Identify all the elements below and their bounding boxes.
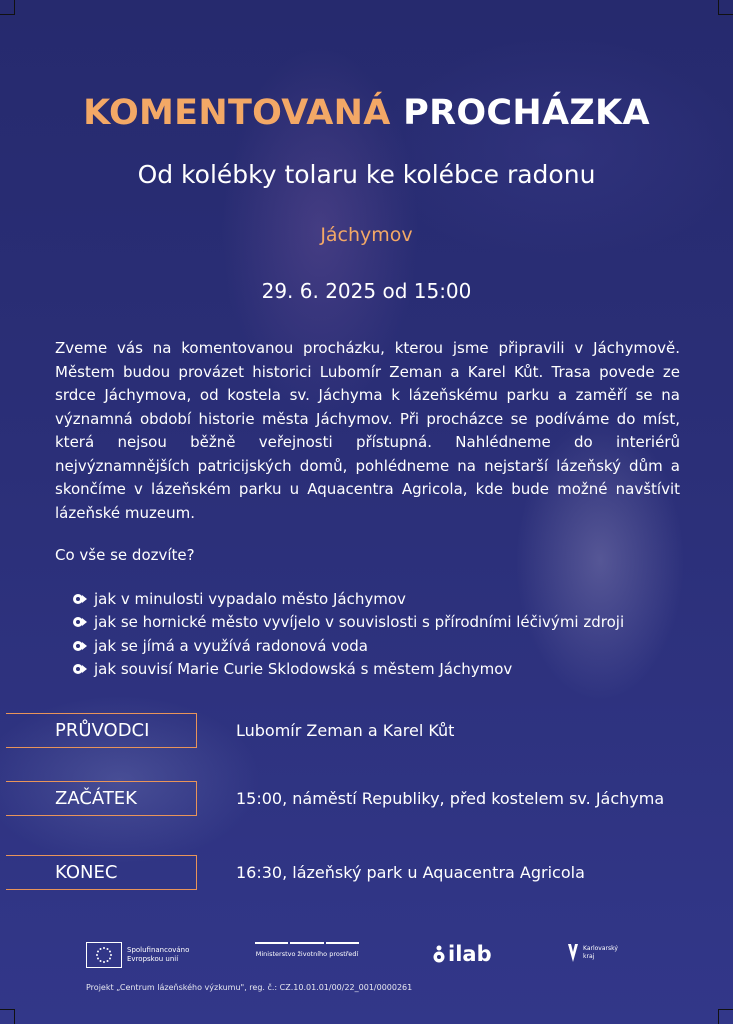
info-row-end bbox=[0, 855, 733, 891]
kraj-text bbox=[583, 945, 618, 961]
ministry-logo bbox=[255, 942, 359, 958]
crop-mark bbox=[0, 0, 15, 15]
eu-text-line: Spolufinancováno bbox=[127, 946, 190, 954]
list-item bbox=[72, 634, 624, 658]
eu-text bbox=[127, 946, 189, 964]
bullet-arrow-icon bbox=[72, 662, 88, 676]
ilab-drop-icon bbox=[432, 945, 446, 963]
title-accent: KOMENTOVANÁ bbox=[83, 93, 391, 133]
ministry-text: Ministerstvo životního prostředí bbox=[255, 950, 359, 958]
info-label: PRŮVODCI bbox=[55, 720, 150, 741]
ministry-lines bbox=[255, 942, 359, 944]
list-item bbox=[72, 587, 624, 611]
project-footer: Projekt „Centrum lázeňského výzkumu", reg. č.: CZ.10.01.01/00/22_001/0000261 bbox=[86, 983, 413, 992]
kraj-logo bbox=[566, 942, 618, 964]
bullet-text: jak se jímá a využívá radonová voda bbox=[94, 636, 368, 655]
title-rest: PROCHÁZKA bbox=[403, 93, 650, 133]
crop-mark bbox=[718, 0, 733, 15]
eu-flag-icon bbox=[86, 942, 122, 968]
ilab-text: ilab bbox=[448, 942, 492, 966]
info-row-start bbox=[0, 781, 733, 817]
bullet-text: jak souvisí Marie Curie Sklodowská s městem Jáchymov bbox=[94, 660, 513, 679]
partner-logos bbox=[0, 938, 733, 972]
eu-logo bbox=[86, 942, 189, 968]
bullet-list bbox=[72, 587, 624, 681]
info-row-guides bbox=[0, 713, 733, 749]
poster-title bbox=[0, 93, 733, 133]
bullets-heading: Co vše se dozvíte? bbox=[55, 546, 195, 564]
bullet-arrow-icon bbox=[72, 639, 88, 653]
crop-mark bbox=[0, 1009, 15, 1024]
crop-mark bbox=[718, 1009, 733, 1024]
list-item bbox=[72, 658, 624, 682]
list-item bbox=[72, 611, 624, 635]
karlovarsky-kraj-icon bbox=[566, 942, 580, 964]
bullet-text: jak se hornické město vyvíjelo v souvislosti s přírodními léčivými zdroji bbox=[94, 613, 625, 632]
event-place: Jáchymov bbox=[320, 224, 413, 246]
info-value: 15:00, náměstí Republiky, před kostelem sv. Jáchyma bbox=[236, 789, 665, 808]
kraj-text-line: kraj bbox=[583, 953, 595, 960]
bullet-text: jak v minulosti vypadalo město Jáchymov bbox=[94, 589, 406, 608]
bullet-arrow-icon bbox=[72, 615, 88, 629]
eu-text-line: Evropskou unií bbox=[127, 955, 179, 963]
ilab-logo bbox=[432, 942, 492, 966]
poster-subtitle: Od kolébky tolaru ke kolébce radonu bbox=[137, 160, 596, 189]
event-date: 29. 6. 2025 od 15:00 bbox=[261, 279, 472, 303]
info-label: KONEC bbox=[55, 862, 118, 883]
info-label: ZAČÁTEK bbox=[55, 788, 137, 809]
bullet-arrow-icon bbox=[72, 592, 88, 606]
kraj-text-line: Karlovarský bbox=[583, 945, 618, 952]
intro-paragraph: Zveme vás na komentovanou procházku, kterou jsme připravili v Jáchymově. Městem budou provázet historici Lubomír Zeman a Karel Kůt. Trasa povede ze srdce Jáchymova, od kostela sv. Jáchyma k lázeňskému parku a zaměří se na významná období historie města Jáchymov. Při procházce se podíváme do míst, která nejsou běžně veřejnosti přístupná. Nahlédneme do interiérů nejvýznamnějších patricijských domů, pohlédneme na nejstarší lázeňský dům a skončíme v lázeňském parku u Aquacentra Agricola, kde bude možné navštívit lázeňské muzeum. bbox=[55, 339, 680, 522]
info-value: 16:30, lázeňský park u Aquacentra Agricola bbox=[236, 863, 585, 882]
info-value: Lubomír Zeman a Karel Kůt bbox=[236, 721, 455, 740]
